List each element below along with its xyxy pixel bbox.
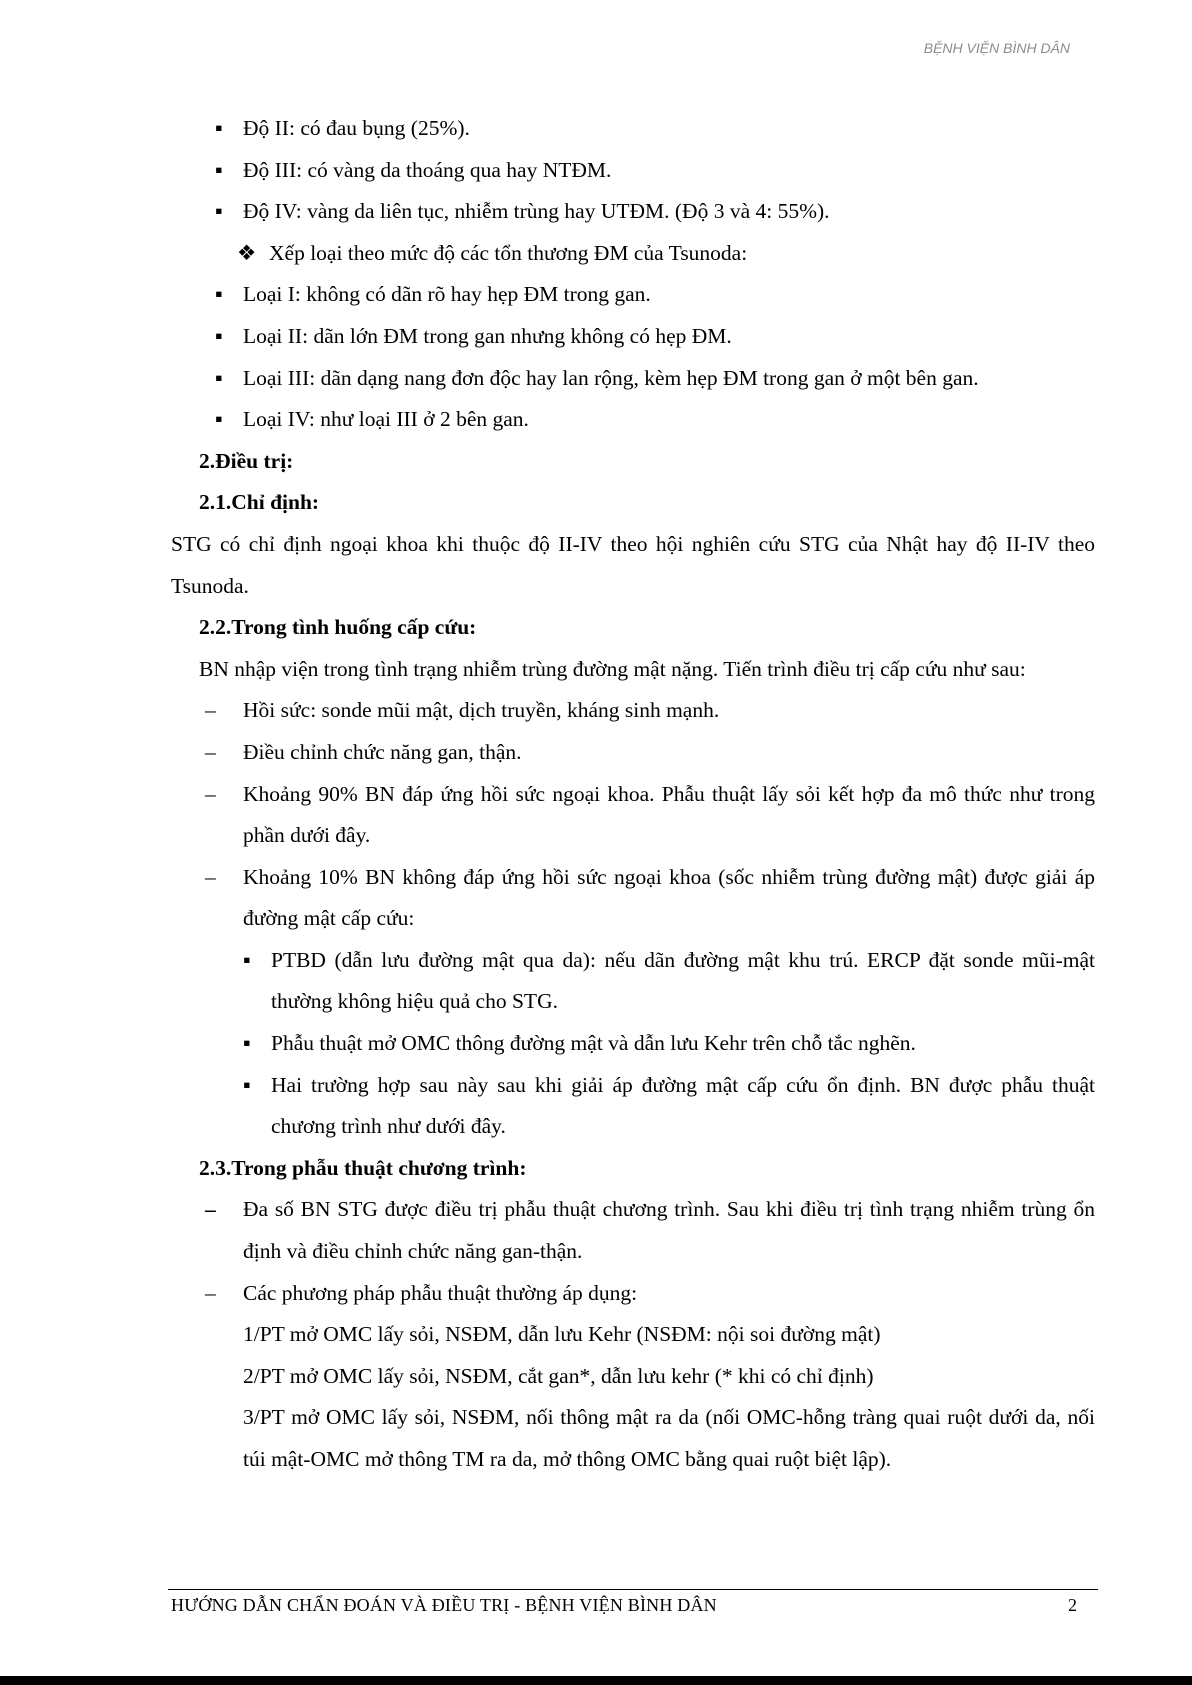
paragraph: STG có chỉ định ngoại khoa khi thuộc độ II-IV theo hội nghiên cứu STG của Nhật hay độ II-IV theo Tsunoda. bbox=[171, 531, 1095, 598]
sub-item-text: PTBD (dẫn lưu đường mật qua da): nếu dãn đường mật khu trú. ERCP đặt sonde mũi-mật thường không hiệu quả cho STG. bbox=[271, 947, 1095, 1014]
sub-item-text: Phẫu thuật mở OMC thông đường mật và dẫn lưu Kehr trên chỗ tắc nghẽn. bbox=[271, 1031, 916, 1056]
dash-bullet-icon: – bbox=[205, 1197, 216, 1222]
dash-bullet-icon: – bbox=[205, 739, 216, 764]
dash-bullet-icon: – bbox=[205, 864, 216, 889]
dash-bullet-icon: – bbox=[205, 698, 216, 723]
list-item bbox=[171, 191, 1095, 233]
list-item bbox=[171, 150, 1095, 192]
square-bullet-icon: ▪ bbox=[215, 282, 223, 307]
square-bullet-icon: ▪ bbox=[215, 365, 223, 390]
list-item bbox=[171, 108, 1095, 150]
dash-item bbox=[171, 732, 1095, 774]
sub-item-text: Hai trường hợp sau này sau khi giải áp đường mật cấp cứu ổn định. BN được phẫu thuật chương trình như dưới đây. bbox=[271, 1072, 1095, 1139]
page-body bbox=[171, 108, 1095, 1481]
grade-item: Độ II: có đau bụng (25%). bbox=[243, 116, 470, 140]
dash-item-text: Khoảng 10% BN không đáp ứng hồi sức ngoại khoa (sốc nhiễm trùng đường mật) được giải áp đường mật cấp cứu: bbox=[243, 864, 1095, 931]
section-heading: 2.Điều trị: bbox=[199, 448, 294, 473]
method-item: 1/PT mở OMC lấy sỏi, NSĐM, dẫn lưu Kehr (NSĐM: nội soi đường mật) bbox=[243, 1322, 881, 1347]
tsunoda-item: Loại I: không có dãn rõ hay hẹp ĐM trong gan. bbox=[243, 282, 651, 307]
square-bullet-icon: ▪ bbox=[243, 1072, 251, 1097]
section-heading: 2.3.Trong phẫu thuật chương trình: bbox=[199, 1155, 527, 1180]
footer-title: HƯỚNG DẪN CHẨN ĐOÁN VÀ ĐIỀU TRỊ - BỆNH VIỆN BÌNH DÂN bbox=[171, 1595, 717, 1615]
dash-item bbox=[171, 857, 1095, 940]
tsunoda-item: Loại IV: như loại III ở 2 bên gan. bbox=[243, 407, 529, 432]
square-bullet-icon: ▪ bbox=[243, 947, 251, 972]
dash-bullet-icon: – bbox=[205, 1280, 216, 1305]
list-item bbox=[171, 399, 1095, 441]
square-bullet-icon: ▪ bbox=[215, 323, 223, 348]
dash-item-text: Hồi sức: sonde mũi mật, dịch truyền, kháng sinh mạnh. bbox=[243, 698, 720, 723]
paragraph: BN nhập viện trong tình trạng nhiễm trùng đường mật nặng. Tiến trình điều trị cấp cứu như sau: bbox=[199, 656, 1026, 681]
dash-item bbox=[171, 690, 1095, 732]
square-bullet-icon: ▪ bbox=[215, 407, 223, 432]
dash-item-text: Các phương pháp phẫu thuật thường áp dụng: bbox=[243, 1280, 638, 1305]
tsunoda-item: Loại II: dãn lớn ĐM trong gan nhưng không có hẹp ĐM. bbox=[243, 323, 732, 348]
list-item bbox=[171, 1065, 1095, 1148]
list-item bbox=[171, 316, 1095, 358]
square-bullet-icon: ▪ bbox=[243, 1031, 251, 1056]
footer-divider bbox=[168, 1589, 1098, 1590]
tsunoda-item: Loại III: dãn dạng nang đơn độc hay lan rộng, kèm hẹp ĐM trong gan ở một bên gan. bbox=[243, 365, 979, 390]
dash-item-text: Đa số BN STG được điều trị phẫu thuật chương trình. Sau khi điều trị tình trạng nhiễm trùng ổn định và điều chỉnh chức năng gan-thận. bbox=[243, 1197, 1095, 1264]
scan-border bbox=[0, 1676, 1192, 1685]
square-bullet-icon: ▪ bbox=[215, 199, 223, 224]
grade-item: Độ III: có vàng da thoáng qua hay NTĐM. bbox=[243, 157, 612, 182]
dash-item bbox=[171, 1273, 1095, 1315]
square-bullet-icon: ▪ bbox=[215, 157, 223, 182]
dash-item-text: Khoảng 90% BN đáp ứng hồi sức ngoại khoa. Phẫu thuật lấy sỏi kết hợp đa mô thức như trong phần dưới đây. bbox=[243, 781, 1095, 848]
section-heading: 2.2.Trong tình huống cấp cứu: bbox=[199, 615, 477, 640]
dash-bullet-icon: – bbox=[205, 781, 216, 806]
tsunoda-heading: Xếp loại theo mức độ các tổn thương ĐM của Tsunoda: bbox=[269, 240, 748, 265]
list-item bbox=[171, 358, 1095, 400]
tsunoda-heading-line bbox=[171, 233, 1095, 275]
dash-item-text: Điều chỉnh chức năng gan, thận. bbox=[243, 739, 522, 764]
dash-item bbox=[171, 1189, 1095, 1272]
dash-item bbox=[171, 774, 1095, 857]
diamond-bullet-icon: ❖ bbox=[237, 240, 257, 265]
list-item bbox=[171, 1023, 1095, 1065]
method-item: 3/PT mở OMC lấy sỏi, NSĐM, nối thông mật ra da (nối OMC-hỗng tràng quai ruột dưới da, nối túi mật-OMC mở thông TM ra da, mở thông OMC bằng quai ruột biệt lập). bbox=[243, 1405, 1095, 1471]
square-bullet-icon: ▪ bbox=[215, 116, 223, 140]
running-header: BỆNH VIỆN BÌNH DÂN bbox=[923, 40, 1070, 56]
grade-item: Độ IV: vàng da liên tục, nhiễm trùng hay UTĐM. (Độ 3 và 4: 55%). bbox=[243, 199, 830, 224]
page-number: 2 bbox=[1068, 1595, 1077, 1615]
list-item bbox=[171, 940, 1095, 1023]
section-heading: 2.1.Chỉ định: bbox=[199, 490, 320, 515]
list-item bbox=[171, 274, 1095, 316]
method-item: 2/PT mở OMC lấy sỏi, NSĐM, cắt gan*, dẫn lưu kehr (* khi có chỉ định) bbox=[243, 1363, 874, 1388]
